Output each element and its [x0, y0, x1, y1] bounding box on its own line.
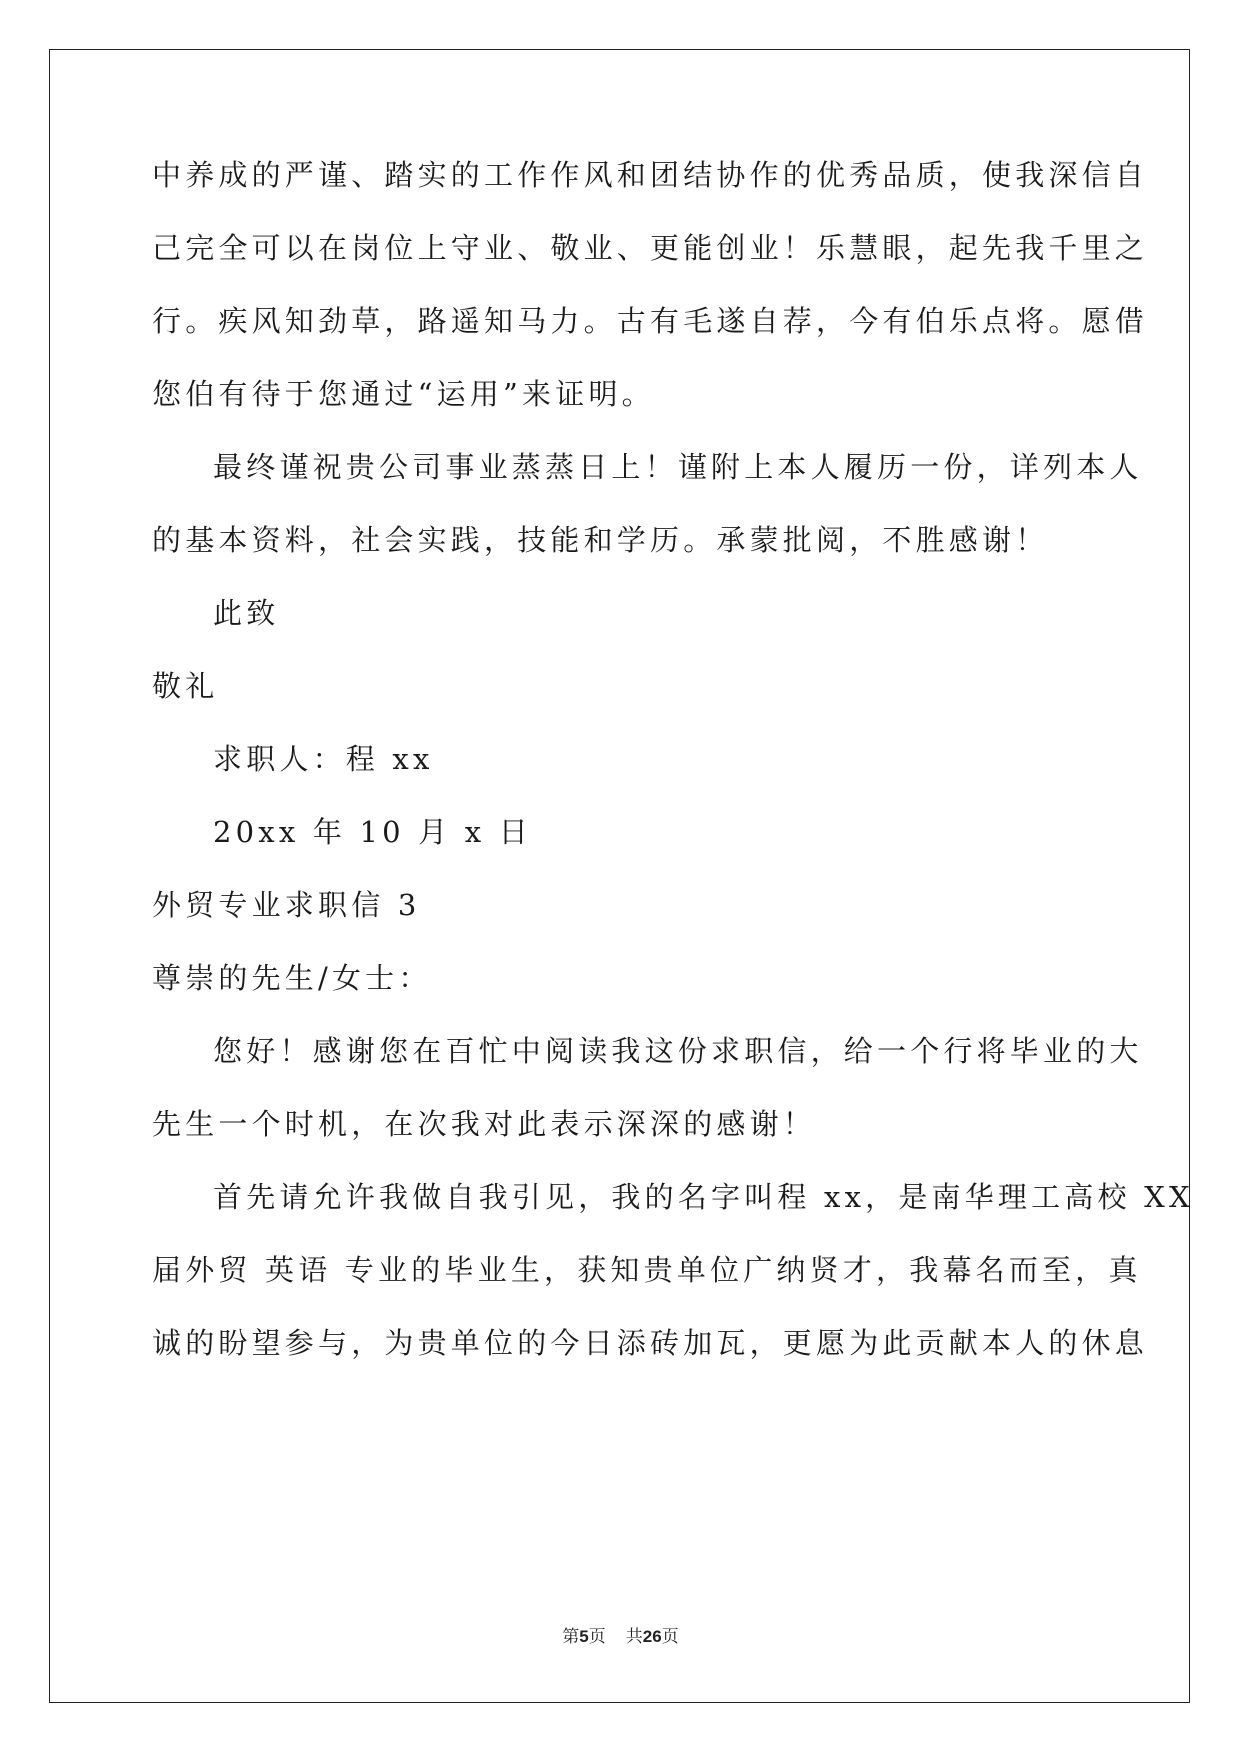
total-suffix: 页	[661, 1627, 679, 1647]
text-line: 您好！感谢您在百忙中阅读我这份求职信，给一个行将毕业的大	[213, 1034, 1143, 1068]
text-line: 诚的盼望参与，为贵单位的今日添砖加瓦，更愿为此贡献本人的休息	[152, 1326, 1149, 1360]
text-line: 最终谨祝贵公司事业蒸蒸日上！谨附上本人履历一份，详列本人	[213, 450, 1143, 484]
text-line: 届外贸 英语 专业的毕业生，获知贵单位广纳贤才，我幕名而至，真	[152, 1253, 1142, 1287]
section-heading: 外贸专业求职信 3	[152, 888, 421, 922]
date-line: 20xx 年 10 月 x 日	[213, 815, 532, 849]
page-footer	[0, 1622, 1241, 1647]
greeting-line: 尊崇的先生/女士：	[152, 961, 432, 995]
text-line: 您伯有待于您通过“运用”来证明。	[152, 377, 655, 411]
page-number: 5	[579, 1627, 589, 1646]
text-line: 行。疾风知劲草，路遥知马力。古有毛遂自荐，今有伯乐点将。愿借	[152, 304, 1149, 338]
signature-line: 求职人：程 xx	[213, 742, 434, 776]
salutation-line: 敬礼	[152, 669, 219, 703]
text-line: 首先请允许我做自我引见，我的名字叫程 xx，是南华理工高校 XX	[213, 1180, 1194, 1214]
closing-line: 此致	[213, 596, 280, 630]
text-line: 先生一个时机，在次我对此表示深深的感谢！	[152, 1107, 817, 1141]
text-line: 的基本资料，社会实践，技能和学历。承蒙批阅，不胜感谢！	[152, 523, 1049, 557]
total-pages: 26	[642, 1627, 662, 1646]
page-border	[49, 49, 1194, 1703]
page-prefix: 第	[562, 1627, 580, 1647]
text-line: 中养成的严谨、踏实的工作作风和团结协作的优秀品质，使我深信自	[152, 158, 1149, 192]
page-suffix: 页	[588, 1627, 606, 1647]
text-line: 己完全可以在岗位上守业、敬业、更能创业！乐慧眼，起先我千里之	[152, 231, 1149, 265]
total-prefix: 共	[625, 1627, 643, 1647]
